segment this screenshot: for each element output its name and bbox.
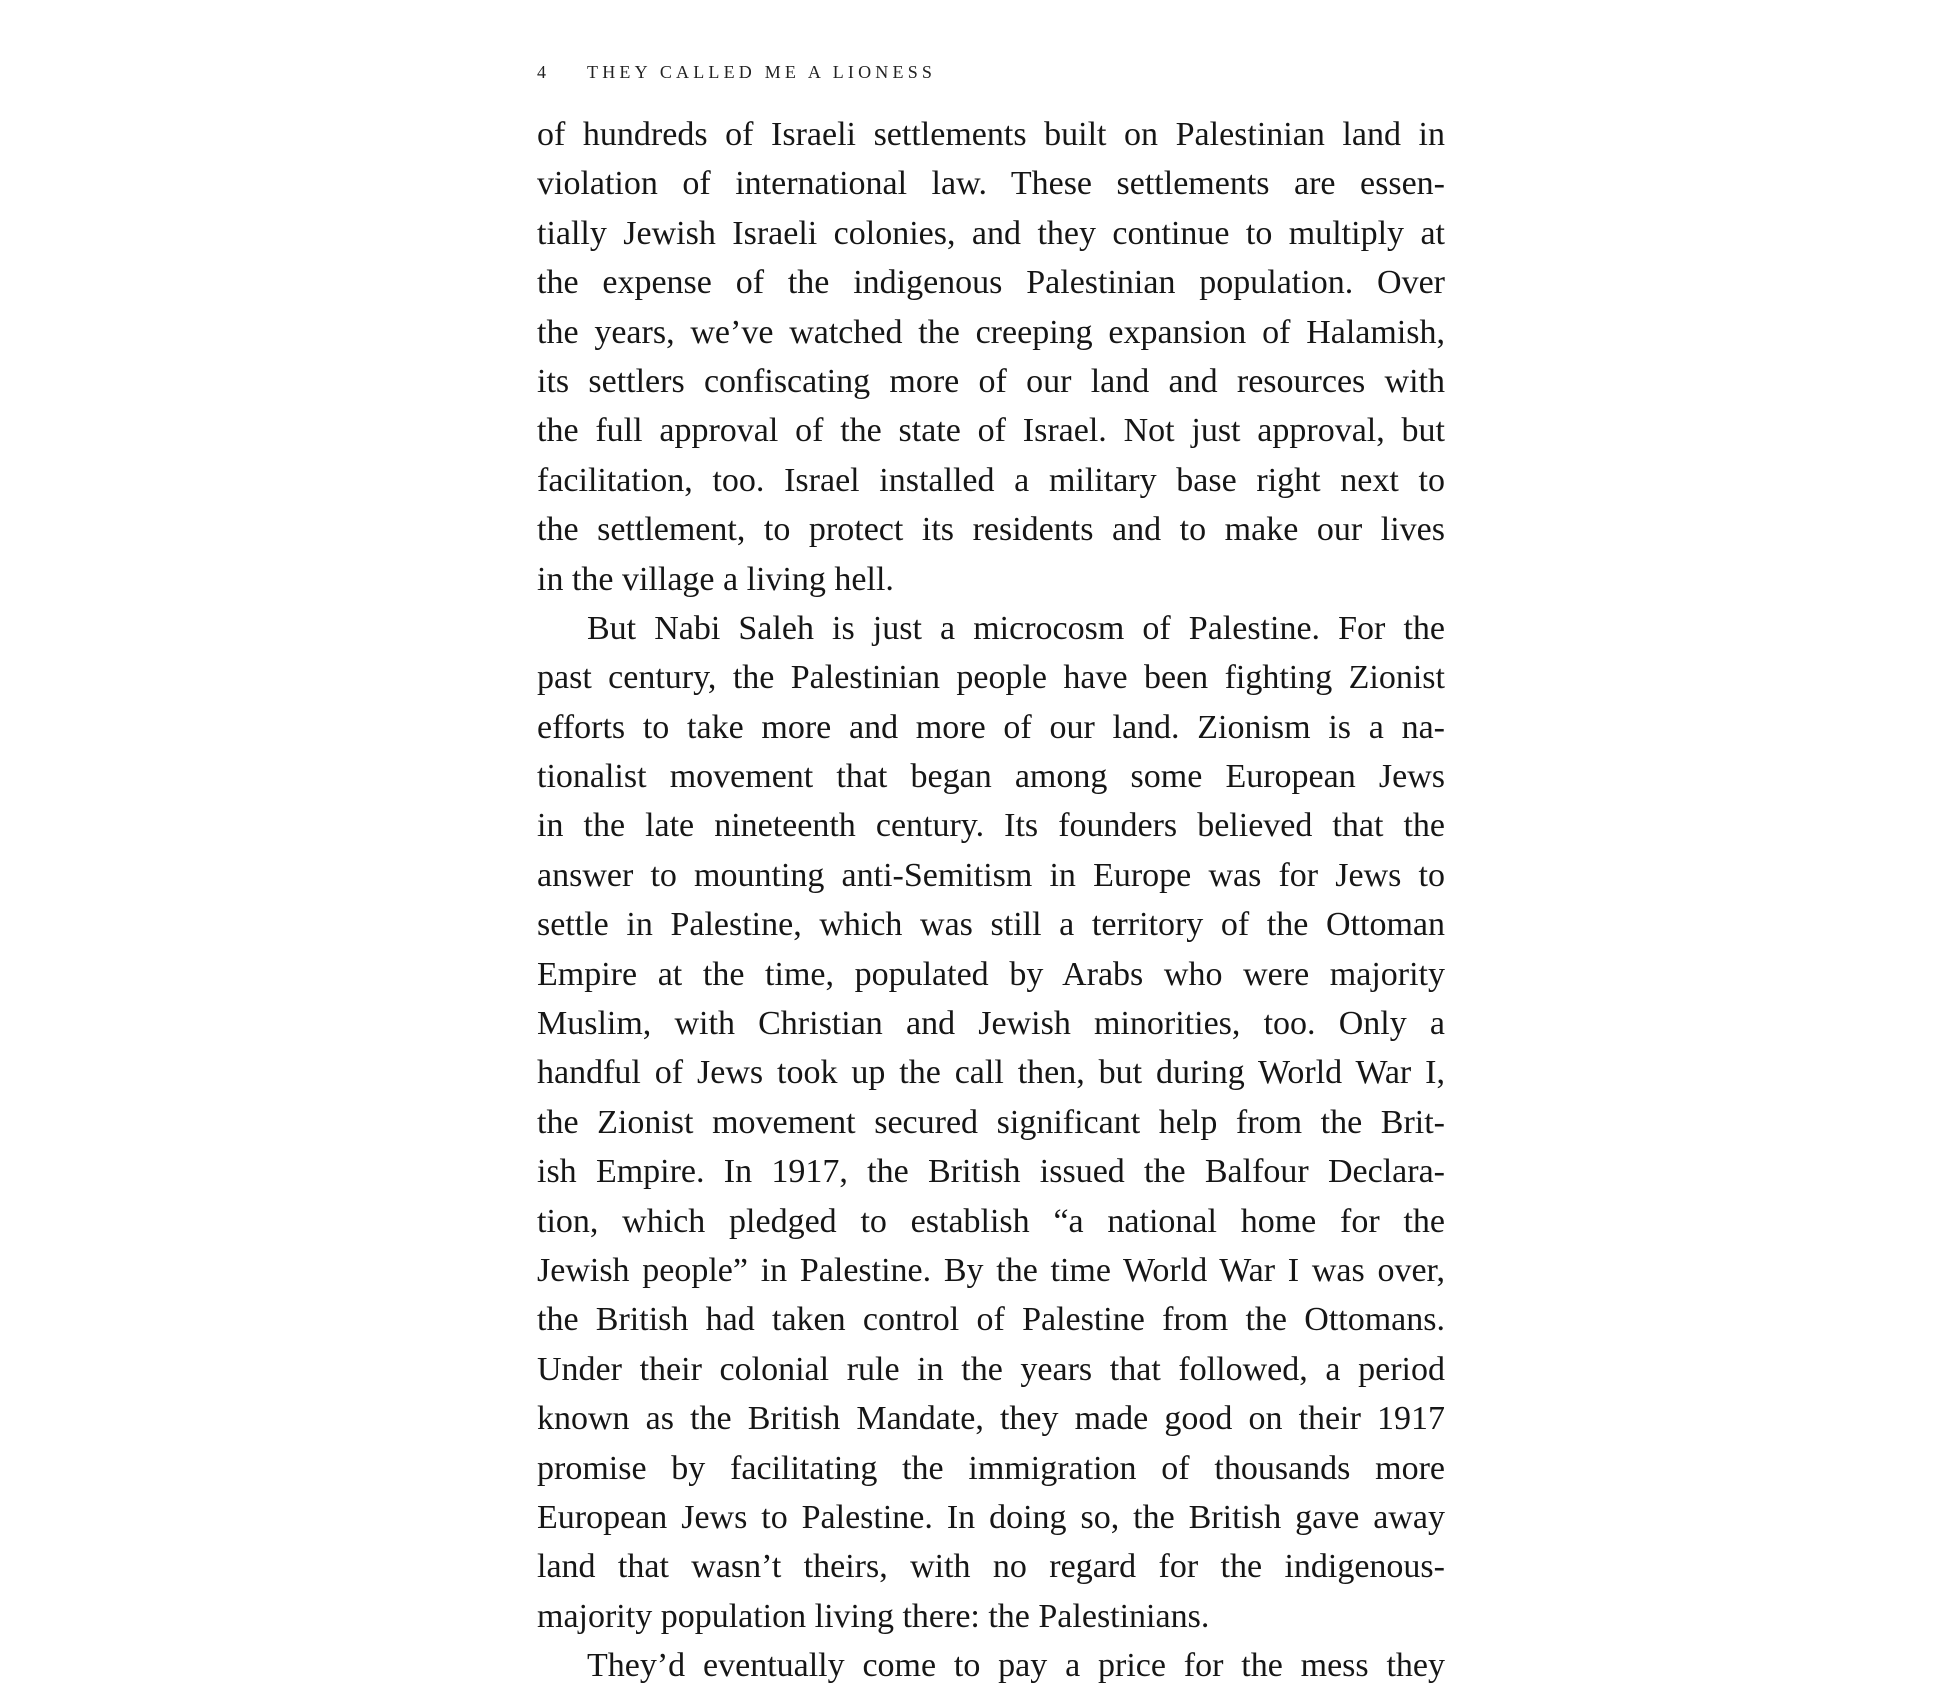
paragraph: [537, 110, 1445, 604]
text-line: violation of international law. These settlements are essen-: [537, 165, 1445, 203]
text-line: facilitation, too. Israel installed a military base right next to: [537, 461, 1445, 499]
book-page: [537, 0, 1445, 1703]
text-line: of hundreds of Israeli settlements built on Palestinian land in: [537, 116, 1445, 153]
text-line: handful of Jews took up the call then, but during World War I,: [537, 1054, 1445, 1092]
text-line: European Jews to Palestine. In doing so, the British gave away: [537, 1498, 1445, 1536]
text-line: They’d eventually come to pay a price for the mess they: [587, 1647, 1445, 1685]
text-line: the expense of the indigenous Palestinian population. Over: [537, 264, 1445, 302]
text-line: the Zionist movement secured significant help from the Brit-: [537, 1103, 1445, 1141]
text-line: Muslim, with Christian and Jewish minorities, too. Only a: [537, 1005, 1445, 1043]
page-number: 4: [537, 62, 551, 82]
text-line: ish Empire. In 1917, the British issued the Balfour Declara-: [537, 1153, 1445, 1191]
text-line: tially Jewish Israeli colonies, and they continue to multiply at: [537, 214, 1445, 252]
text-line: in the village a living hell.: [537, 560, 894, 598]
text-line: answer to mounting anti-Semitism in Europe was for Jews to: [537, 856, 1445, 894]
text-line: majority population living there: the Palestinians.: [537, 1597, 1210, 1635]
text-line: Jewish people” in Palestine. By the time World War I was over,: [537, 1251, 1445, 1289]
text-line: in the late nineteenth century. Its founders believed that the: [537, 807, 1445, 845]
text-line: efforts to take more and more of our land. Zionism is a na-: [537, 708, 1445, 746]
text-line: the years, we’ve watched the creeping expansion of Halamish,: [537, 313, 1445, 351]
text-line: its settlers confiscating more of our land and resources with: [537, 362, 1445, 400]
text-line: the full approval of the state of Israel. Not just approval, but: [537, 412, 1445, 450]
book-title: THEY CALLED ME A LIONESS: [587, 62, 937, 82]
text-line: Empire at the time, populated by Arabs who were majority: [537, 955, 1445, 993]
text-line: Under their colonial rule in the years that followed, a period: [537, 1350, 1445, 1388]
text-line: tionalist movement that began among some European Jews: [537, 758, 1445, 796]
running-head: [537, 60, 1445, 84]
text-line: settle in Palestine, which was still a territory of the Ottoman: [537, 906, 1445, 944]
text-line: past century, the Palestinian people have been fighting Zionist: [537, 659, 1445, 697]
text-line: But Nabi Saleh is just a microcosm of Palestine. For the: [587, 609, 1445, 647]
text-line: promise by facilitating the immigration of thousands more: [537, 1449, 1445, 1487]
paragraph: [537, 1641, 1445, 1690]
body-text: [537, 110, 1445, 1691]
text-line: tion, which pledged to establish “a national home for the: [537, 1202, 1445, 1240]
text-line: the settlement, to protect its residents and to make our lives: [537, 511, 1445, 549]
paragraph: [537, 604, 1445, 1641]
text-line: land that wasn’t theirs, with no regard for the indigenous-: [537, 1548, 1445, 1586]
text-line: the British had taken control of Palestine from the Ottomans.: [537, 1301, 1445, 1339]
text-line: known as the British Mandate, they made good on their 1917: [537, 1400, 1445, 1438]
